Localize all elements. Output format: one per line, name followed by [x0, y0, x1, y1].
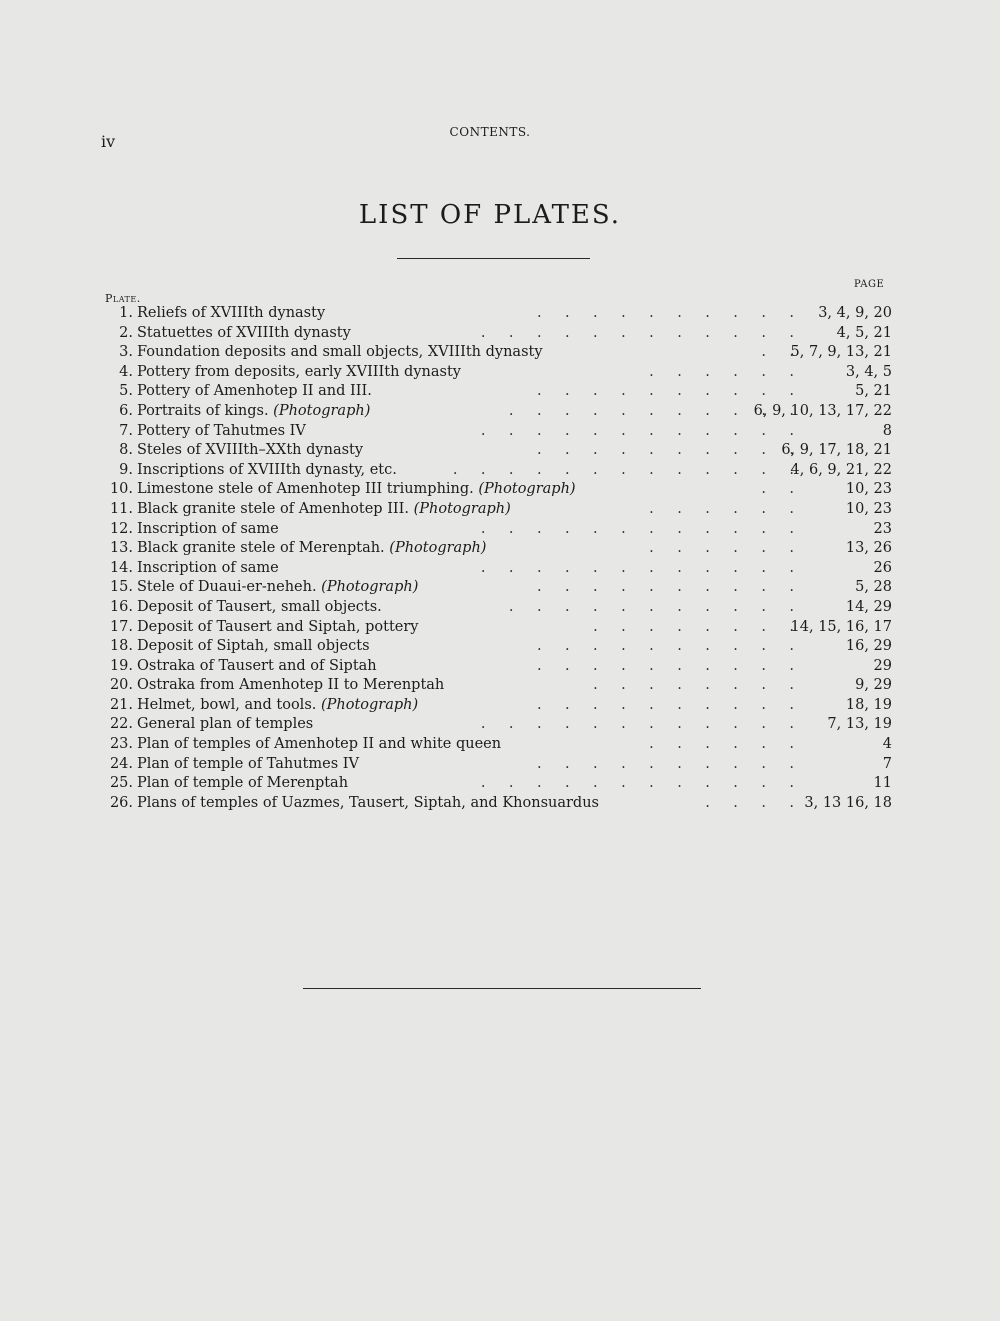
plate-title: [137, 774, 348, 794]
plate-title: [137, 461, 397, 481]
plate-title: [137, 676, 444, 696]
plate-pages: 26: [873, 559, 892, 576]
list-item: [0, 402, 1000, 422]
plate-pages: 16, 29: [845, 638, 892, 655]
list-item: [0, 500, 1000, 520]
plate-title-text: Foundation deposits and small objects, XVIIIth dynasty: [137, 344, 543, 361]
plate-pages: 3, 4, 5: [845, 363, 892, 380]
plate-title: [137, 794, 599, 814]
plate-number: 13.: [109, 540, 133, 557]
plate-title-text: Portraits of kings.: [137, 402, 269, 419]
plate-pages: 4: [882, 736, 892, 753]
dot-leader: . . . . . . . . . . . .: [480, 520, 795, 537]
plate-pages: 6, 9, 17, 18, 21: [781, 442, 892, 459]
plate-title: [137, 363, 461, 383]
list-item: [0, 618, 1000, 638]
plate-number: 14.: [109, 559, 133, 576]
plate-title-text: Inscription of same: [137, 559, 279, 576]
list-item: [0, 324, 1000, 344]
list-item: [0, 382, 1000, 402]
plate-pages: 29: [873, 657, 892, 674]
plate-title-text: Ostraka from Amenhotep II to Merenptah: [137, 677, 445, 694]
plate-title-text: Pottery of Amenhotep II and III.: [137, 383, 372, 400]
dot-leader: . . . . . . . . . . .: [508, 402, 795, 419]
plate-title: [137, 402, 370, 422]
plate-pages: 7, 13, 19: [827, 716, 892, 733]
dot-leader: . . . . . . . . . . . .: [480, 422, 795, 439]
plate-number: 19.: [109, 657, 133, 674]
plate-number: 9.: [119, 461, 133, 478]
plate-number: 15.: [109, 579, 133, 596]
plate-title-text: Plan of temple of Tahutmes IV: [137, 755, 359, 772]
dot-leader: . . . . . .: [649, 363, 795, 380]
plate-title-text: Stele of Duaui-er-neheh.: [137, 579, 317, 596]
dot-leader: . . . . . . . . . .: [536, 755, 795, 772]
plate-title: [137, 382, 372, 402]
plate-number: 6.: [119, 402, 133, 419]
plate-number: 4.: [119, 363, 133, 380]
plate-number: 16.: [109, 598, 133, 615]
plate-note: (Photograph): [389, 540, 487, 557]
plate-title-text: Ostraka of Tausert and of Siptah: [137, 657, 377, 674]
list-item: [0, 598, 1000, 618]
plate-pages: 4, 6, 9, 21, 22: [790, 461, 892, 478]
plate-title: [137, 637, 370, 657]
plate-title: [137, 539, 486, 559]
plate-pages: 5, 21: [855, 383, 892, 400]
list-item: [0, 696, 1000, 716]
plate-number: 12.: [109, 520, 133, 537]
list-item: [0, 461, 1000, 481]
plate-title: [137, 618, 418, 638]
plate-title: [137, 755, 359, 775]
plate-title: [137, 304, 325, 324]
plate-title: [137, 324, 351, 344]
list-item: [0, 559, 1000, 579]
dot-leader: . . . .: [705, 794, 795, 811]
list-item: [0, 363, 1000, 383]
plate-pages: 9, 29: [855, 677, 892, 694]
plate-number: 26.: [109, 794, 133, 811]
plate-title-text: Helmet, bowl, and tools.: [137, 696, 317, 713]
list-item: [0, 539, 1000, 559]
dot-leader: . . . . . . . . . .: [536, 638, 795, 655]
plate-title-text: Limestone stele of Amenhotep III triumphing.: [137, 481, 474, 498]
plate-pages: 13, 26: [845, 540, 892, 557]
plate-pages: 6, 9, 10, 13, 17, 22: [753, 402, 892, 419]
list-item: [0, 520, 1000, 540]
plate-number: 25.: [109, 775, 133, 792]
dot-leader: . . . . . . . . . .: [536, 442, 795, 459]
plate-title: [137, 715, 313, 735]
dot-leader: . . . . . . . .: [593, 677, 795, 694]
list-item: [0, 676, 1000, 696]
plate-pages: 10, 23: [845, 481, 892, 498]
plate-pages: 11: [873, 775, 892, 792]
plate-title: [137, 480, 576, 500]
plate-title-text: General plan of temples: [137, 716, 314, 733]
list-item: [0, 715, 1000, 735]
plate-title-text: Deposit of Siptah, small objects: [137, 638, 370, 655]
plate-title-text: Steles of XVIIIth–XXth dynasty: [137, 442, 364, 459]
plate-title-text: Deposit of Tausert and Siptah, pottery: [137, 618, 419, 635]
plate-pages: 14, 29: [845, 598, 892, 615]
dot-leader: . . . . . . . . . . . .: [480, 716, 795, 733]
plate-number: 20.: [109, 677, 133, 694]
list-item: [0, 422, 1000, 442]
plate-pages: 3, 4, 9, 20: [818, 305, 892, 321]
plate-number: 5.: [119, 383, 133, 400]
list-item: [0, 304, 1000, 324]
dot-leader: . . . . . . . . . .: [536, 383, 795, 400]
plate-title: [137, 559, 279, 579]
plate-title: [137, 735, 501, 755]
plate-note: (Photograph): [320, 696, 419, 713]
dot-leader: . . . . . .: [649, 500, 795, 517]
plate-number: 21.: [109, 696, 133, 713]
plate-pages: 18, 19: [845, 696, 892, 713]
plate-title-text: Plans of temples of Uazmes, Tausert, Siptah, and Khonsuardus: [137, 794, 599, 811]
plate-note: (Photograph): [413, 500, 511, 517]
plate-number: 7.: [119, 422, 133, 439]
dot-leader: . . . . . . . . . . . . .: [452, 461, 795, 478]
plate-pages: 10, 23: [845, 500, 892, 517]
dot-leader: . . . . . . . . . .: [536, 696, 795, 713]
plate-title-text: Pottery from deposits, early XVIIIth dynasty: [137, 363, 461, 380]
plate-title: [137, 578, 418, 598]
dot-leader: . . . . . . . . . . . .: [480, 775, 795, 792]
list-item: [0, 637, 1000, 657]
list-item: [0, 755, 1000, 775]
plate-title: [137, 598, 382, 618]
dot-leader: . . . . . .: [649, 736, 795, 753]
plate-number: 2.: [119, 324, 133, 341]
plate-number: 24.: [109, 755, 133, 772]
dot-leader: . . . . . . . . . .: [536, 305, 795, 321]
list-item: [0, 735, 1000, 755]
plate-title-text: Reliefs of XVIIIth dynasty: [137, 305, 326, 321]
plate-pages: 8: [882, 422, 892, 439]
plate-number: 17.: [109, 618, 133, 635]
list-item: [0, 657, 1000, 677]
page-number: iv: [101, 132, 116, 151]
dot-leader: . . . . . . . . . . . .: [480, 324, 795, 341]
plate-number: 11.: [109, 500, 133, 517]
plate-title-text: Deposit of Tausert, small objects.: [137, 598, 382, 615]
list-item: [0, 578, 1000, 598]
page-column-header: PAGE: [854, 279, 885, 290]
plate-number: 22.: [109, 716, 133, 733]
plate-title: [137, 657, 377, 677]
dot-leader: . . . . . . . . . .: [536, 657, 795, 674]
list-item: [0, 441, 1000, 461]
plate-pages: 4, 5, 21: [836, 324, 892, 341]
plate-title: [137, 500, 511, 520]
dot-leader: . .: [761, 344, 795, 361]
plate-number: 18.: [109, 638, 133, 655]
plate-number: 10.: [109, 481, 133, 498]
plate-title-text: Inscription of same: [137, 520, 279, 537]
plate-title-text: Pottery of Tahutmes IV: [137, 422, 306, 439]
plate-title-text: Black granite stele of Merenptah.: [137, 540, 385, 557]
plate-pages: 14, 15, 16, 17: [790, 618, 892, 635]
plate-title: [137, 441, 363, 461]
plate-title-text: Black granite stele of Amenhotep III.: [137, 500, 409, 517]
plate-title: [137, 520, 279, 540]
dot-leader: . . . . . .: [649, 540, 795, 557]
list-item: [0, 774, 1000, 794]
plate-pages: 23: [873, 520, 892, 537]
plate-pages: 3, 13 16, 18: [804, 794, 892, 811]
closing-rule: [303, 988, 701, 989]
title-rule: [397, 258, 590, 259]
plates-list: [0, 304, 1000, 813]
plate-title: [137, 422, 306, 442]
dot-leader: . . . . . . . .: [593, 618, 795, 635]
plate-pages: 7: [882, 755, 892, 772]
list-item: [0, 343, 1000, 363]
dot-leader: . . . . . . . . . .: [536, 579, 795, 596]
dot-leader: . . . . . . . . . . . .: [480, 559, 795, 576]
plate-number: 8.: [119, 442, 133, 459]
plate-number: 3.: [119, 344, 133, 361]
plate-note: (Photograph): [273, 402, 371, 419]
plate-note: (Photograph): [321, 579, 419, 596]
running-head: CONTENTS.: [449, 125, 531, 139]
plate-note: (Photograph): [478, 481, 576, 498]
plate-number: 1.: [119, 305, 133, 321]
list-item: [0, 794, 1000, 814]
list-item: [0, 480, 1000, 500]
dot-leader: . .: [761, 481, 795, 498]
page-title: LIST OF PLATES.: [358, 200, 622, 230]
plate-pages: 5, 28: [855, 579, 892, 596]
plate-title-text: Plan of temple of Merenptah: [137, 775, 349, 792]
plate-column-header: Plate.: [105, 292, 141, 305]
plate-title: [137, 343, 543, 363]
plate-title-text: Statuettes of XVIIIth dynasty: [137, 324, 351, 341]
plate-number: 23.: [109, 736, 133, 753]
plate-title-text: Inscriptions of XVIIIth dynasty, etc.: [137, 461, 397, 478]
plate-pages: 5, 7, 9, 13, 21: [790, 344, 892, 361]
plate-title: [137, 696, 418, 716]
dot-leader: . . . . . . . . . . .: [508, 598, 795, 615]
plate-title-text: Plan of temples of Amenhotep II and white queen: [137, 736, 502, 753]
